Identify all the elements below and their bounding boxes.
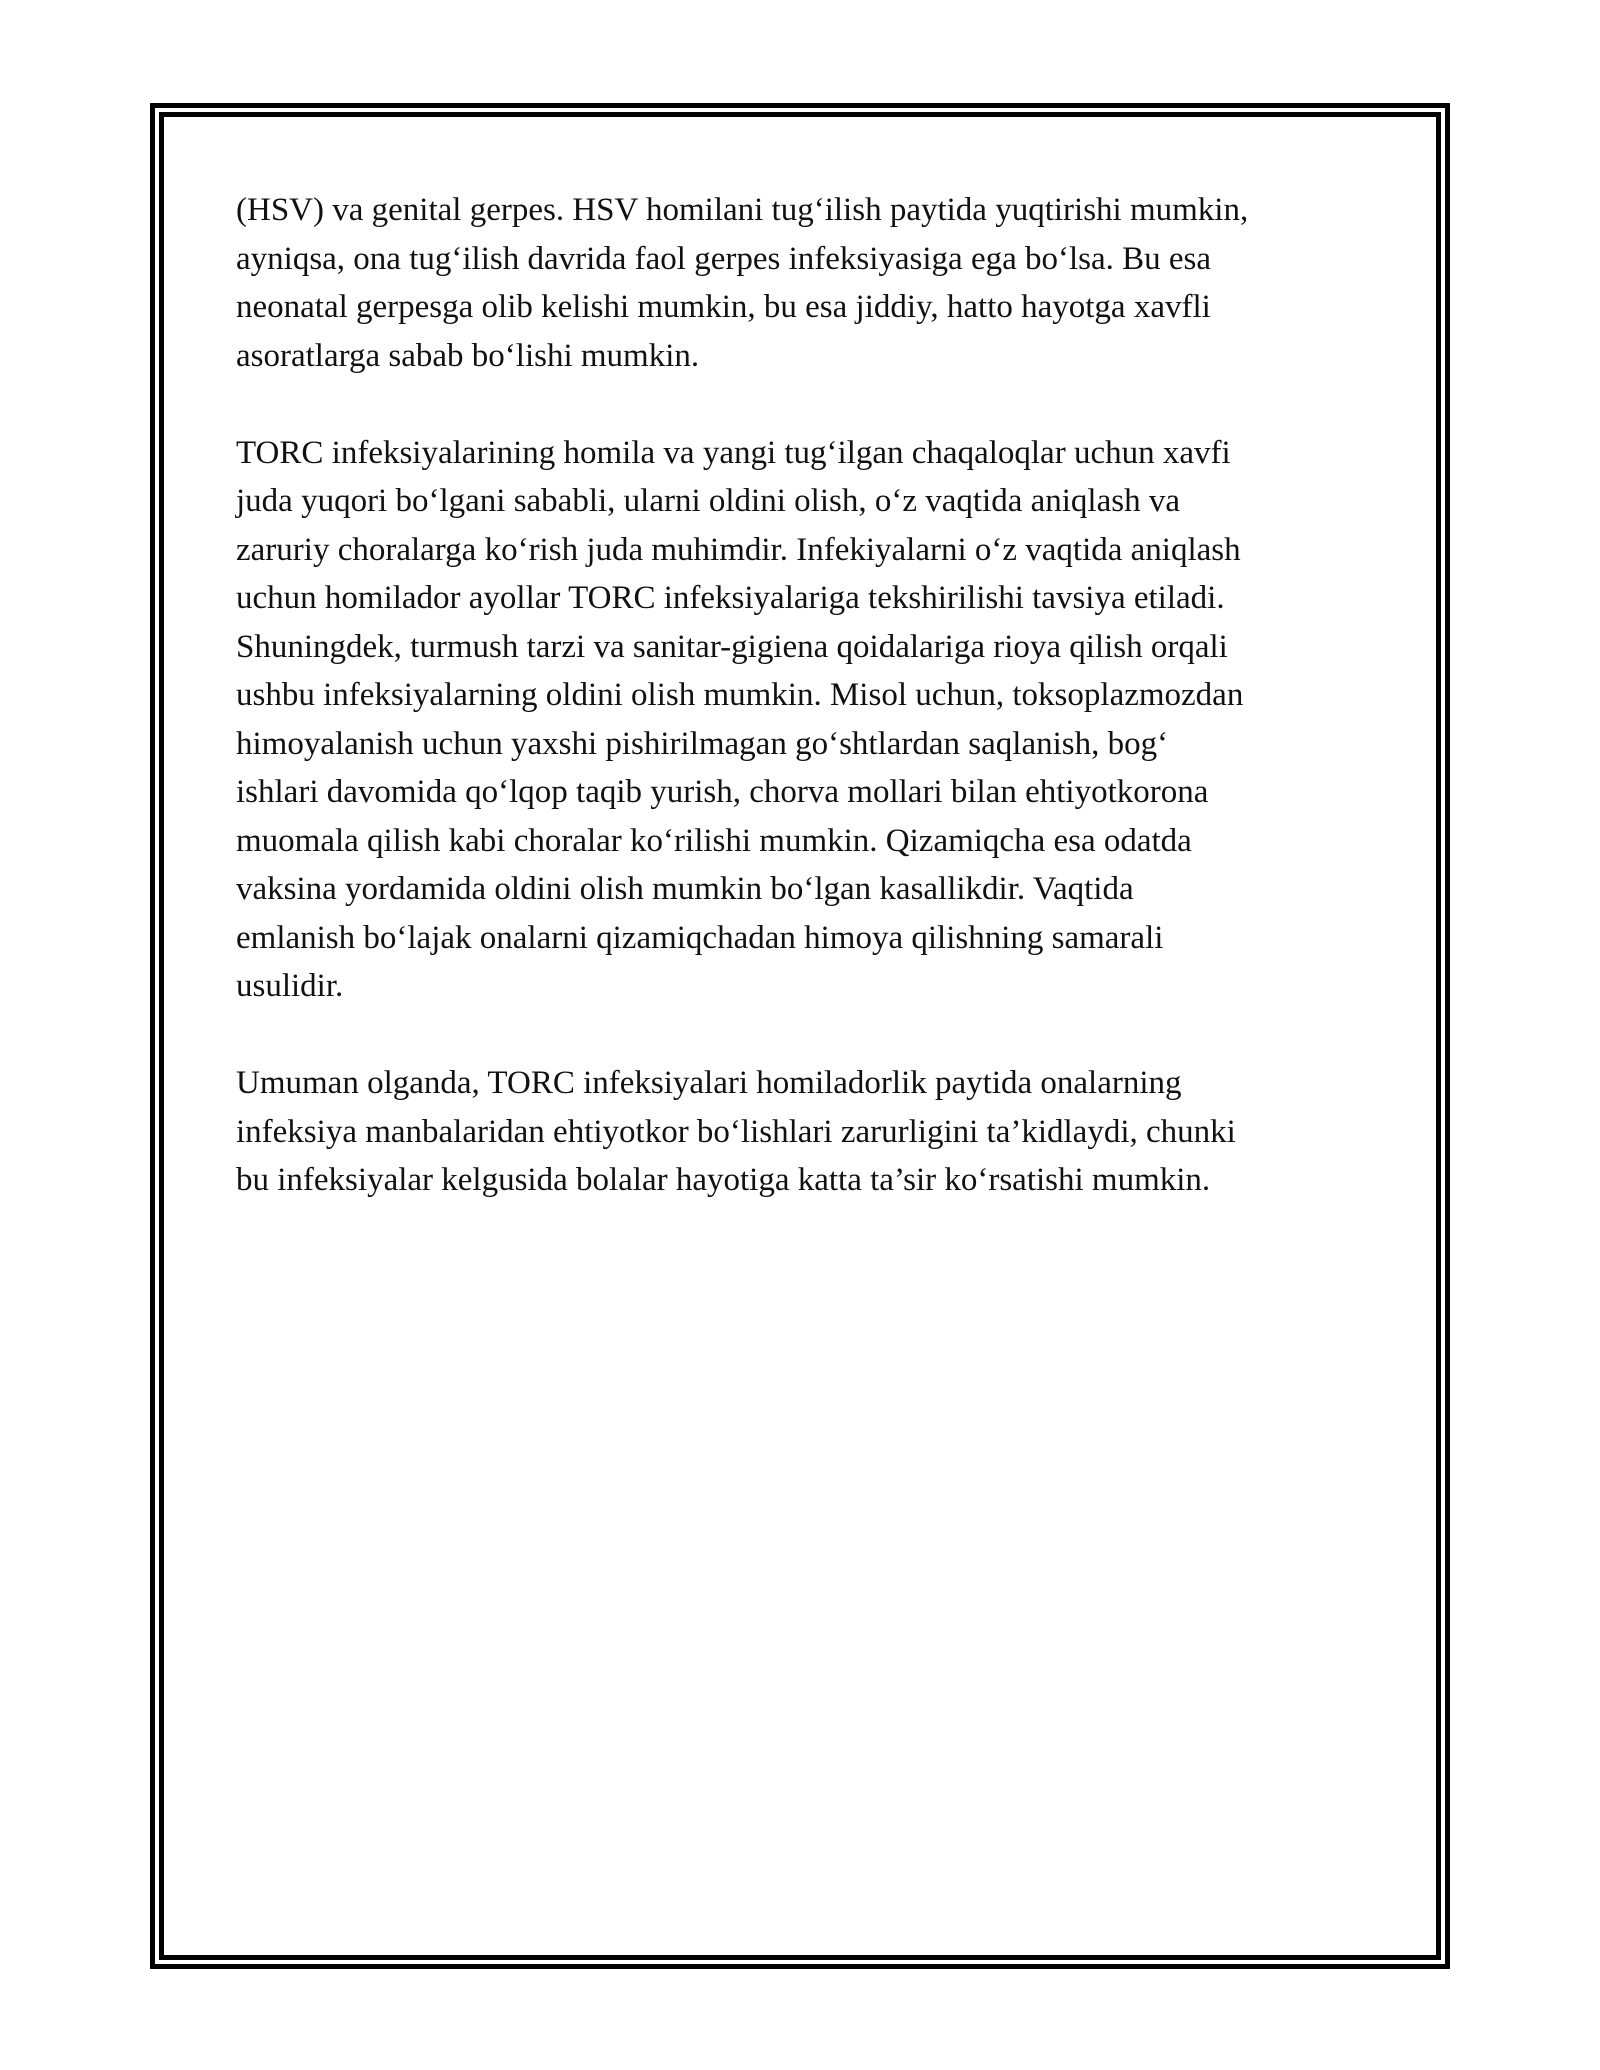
- text-line: ishlari davomida qo‘lqop taqib yurish, chorva mollari bilan ehtiyotkorona: [236, 774, 1209, 810]
- text-line: infeksiya manbalaridan ehtiyotkor bo‘lishlari zarurligini ta’kidlaydi, chunki: [236, 1113, 1236, 1150]
- text-line: vaksina yordamida oldini olish mumkin bo‘lgan kasallikdir. Vaqtida: [236, 871, 1134, 907]
- text-line: Umuman olganda, TORC infeksiyalari homiladorlik paytida onalarning: [236, 1065, 1182, 1101]
- paragraph-1: [236, 186, 1386, 380]
- text-line: (HSV) va genital gerpes. HSV homilani tug‘ilish paytida yuqtirishi mumkin,: [236, 192, 1249, 228]
- text-line: ushbu infeksiyalarning oldini olish mumkin. Misol uchun, toksoplazmozdan: [236, 677, 1244, 713]
- text-line: usulidir.: [236, 968, 344, 1004]
- text-line: uchun homilador ayollar TORC infeksiyalariga tekshirilishi tavsiya etiladi.: [236, 580, 1225, 616]
- text-line: emlanish bo‘lajak onalarni qizamiqchadan himoya qilishning samarali: [236, 919, 1164, 956]
- text-line: neonatal gerpesga olib kelishi mumkin, bu esa jiddiy, hatto hayotga xavfli: [236, 289, 1211, 325]
- text-line: muomala qilish kabi choralar ko‘rilishi mumkin. Qizamiqcha esa odatda: [236, 822, 1192, 859]
- text-line: asoratlarga sabab bo‘lishi mumkin.: [236, 337, 700, 374]
- paragraph-2: [236, 429, 1386, 1011]
- paragraph-3: [236, 1059, 1386, 1205]
- text-line: ayniqsa, ona tug‘ilish davrida faol gerpes infeksiyasiga ega bo‘lsa. Bu esa: [236, 240, 1212, 277]
- text-line: bu infeksiyalar kelgusida bolalar hayotiga katta ta’sir ko‘rsatishi mumkin.: [236, 1162, 1211, 1198]
- document-body: [236, 186, 1386, 1253]
- text-line: Shuningdek, turmush tarzi va sanitar-gigiena qoidalariga rioya qilish orqali: [236, 628, 1228, 665]
- text-line: TORC infeksiyalarining homila va yangi tug‘ilgan chaqaloqlar uchun xavfi: [236, 434, 1231, 471]
- text-line: zaruriy choralarga ko‘rish juda muhimdir. Infekiyalarni o‘z vaqtida aniqlash: [236, 531, 1241, 568]
- text-line: juda yuqori bo‘lgani sababli, ularni oldini olish, o‘z vaqtida aniqlash va: [236, 483, 1180, 519]
- text-line: himoyalanish uchun yaxshi pishirilmagan go‘shtlardan saqlanish, bog‘: [236, 725, 1169, 762]
